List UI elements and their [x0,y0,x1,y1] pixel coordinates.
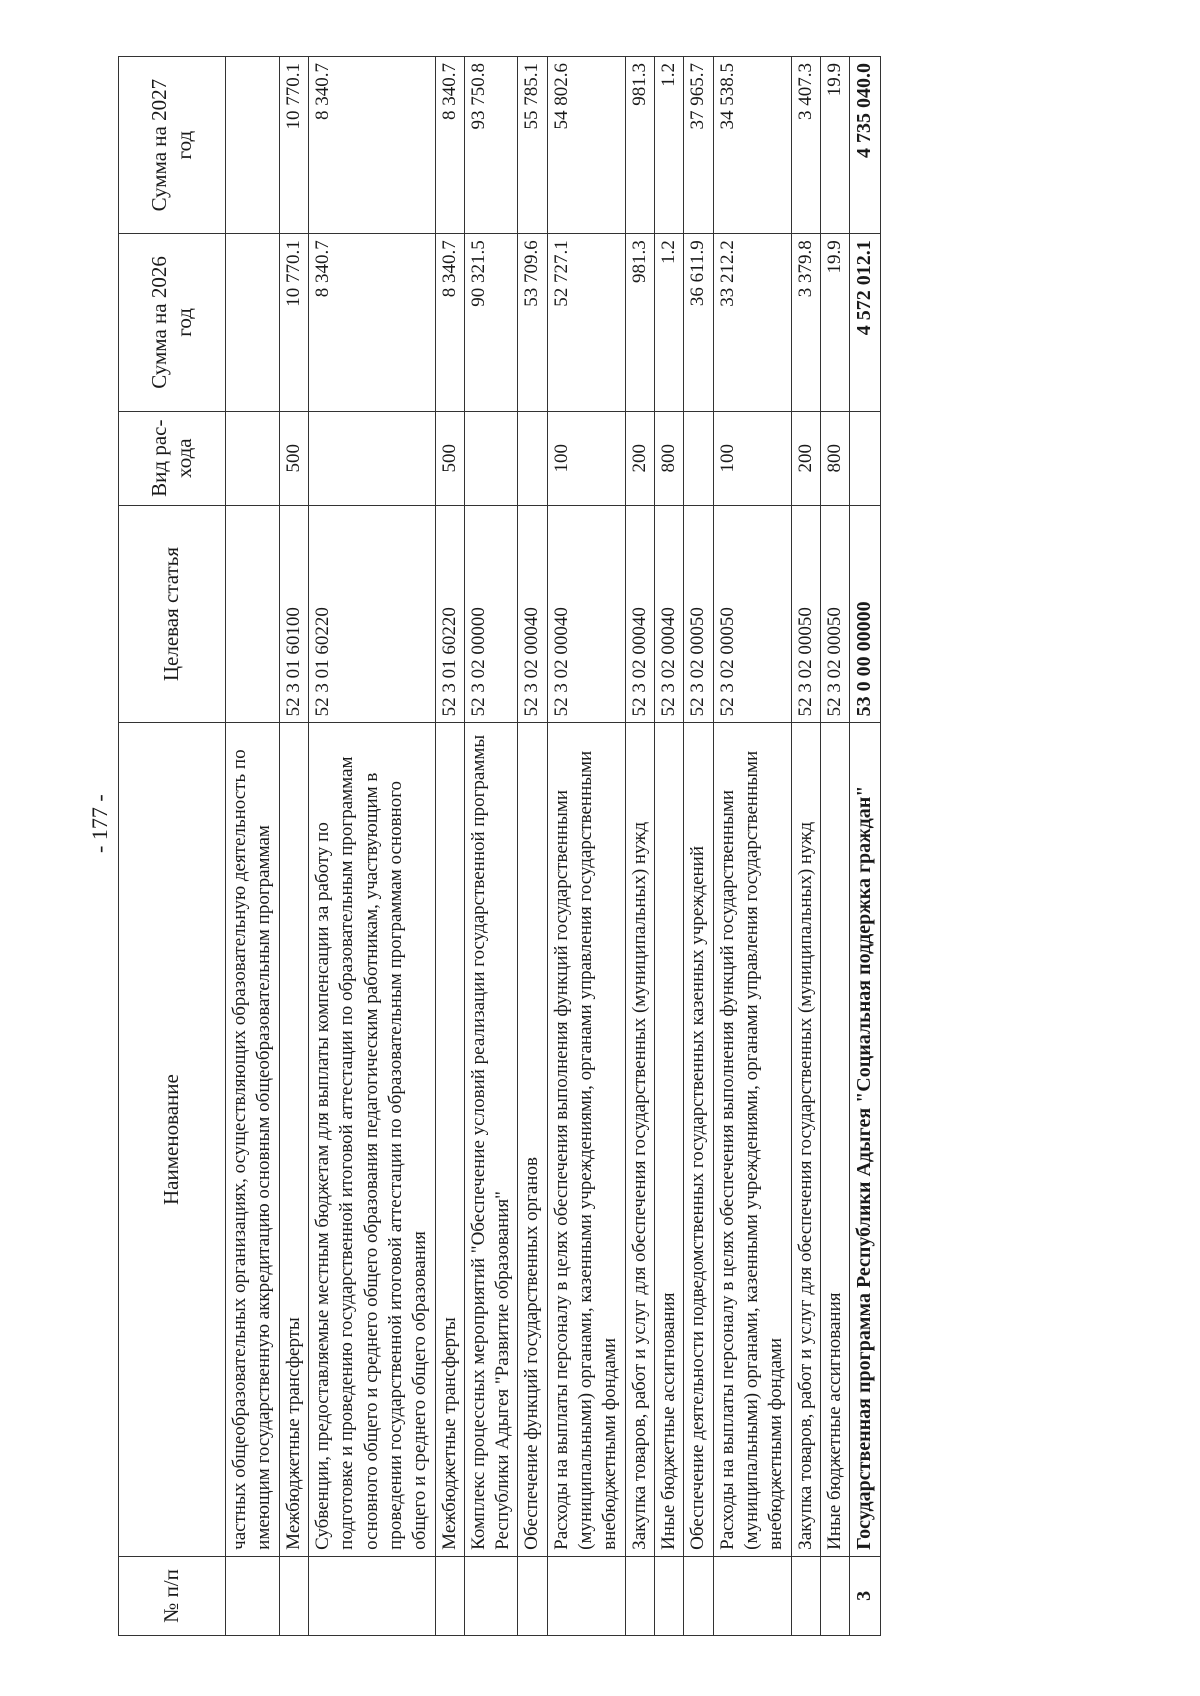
cell-sum-2027: 93 750.8 [464,57,518,234]
table-row [464,57,518,1636]
budget-table [118,56,881,1636]
cell-type [518,411,547,505]
table-header-row [119,57,226,1636]
cell-type: 200 [625,411,654,505]
page-number: - 177 - [87,794,112,853]
header-target-article: Целевая статья [119,505,226,722]
header-sum-2027: Сумма на 2027 год [119,57,226,234]
cell-sum-2026: 33 212.2 [713,234,791,411]
cell-num [279,1556,308,1635]
cell-code: 52 3 01 60220 [435,505,464,722]
cell-num [308,1556,435,1635]
cell-name: Закупка товаров, работ и услуг для обеспечения государственных (муниципальных) нужд [791,723,820,1557]
cell-sum-2026: 981.3 [625,234,654,411]
table-row [791,57,820,1636]
cell-code [226,505,280,722]
cell-type [308,411,435,505]
cell-code: 53 0 00 00000 [850,505,881,722]
header-expense-type: Вид рас-хода [119,411,226,505]
cell-sum-2027: 10 770.1 [279,57,308,234]
cell-num [464,1556,518,1635]
cell-code: 52 3 01 60100 [279,505,308,722]
cell-sum-2026: 19.9 [820,234,849,411]
cell-sum-2026: 52 727.1 [547,234,625,411]
cell-sum-2026: 53 709.6 [518,234,547,411]
cell-type [226,411,280,505]
table-row [684,57,713,1636]
header-num: № п/п [119,1556,226,1635]
cell-type: 200 [791,411,820,505]
cell-name: Субвенции, предоставляемые местным бюджетам для выплаты компенсации за работу по подготовке и проведению государственной итоговой аттестации по образовательным программам основного общего и среднего общего образования педагогическим работникам, участвующим в проведении государственной итоговой аттестации по образовательным программам основного общего и среднего общего образования [308,723,435,1557]
cell-sum-2026: 36 611.9 [684,234,713,411]
cell-sum-2026: 8 340.7 [435,234,464,411]
cell-code: 52 3 02 00040 [547,505,625,722]
cell-sum-2026: 3 379.8 [791,234,820,411]
cell-sum-2026: 8 340.7 [308,234,435,411]
cell-num [713,1556,791,1635]
header-sum-2026: Сумма на 2026 год [119,234,226,411]
cell-sum-2027: 4 735 040.0 [850,57,881,234]
cell-name: Обеспечение деятельности подведомственных государственных казенных учреждений [684,723,713,1557]
table-row [308,57,435,1636]
cell-type [850,411,881,505]
cell-sum-2027: 1.2 [655,57,684,234]
cell-code: 52 3 02 00000 [464,505,518,722]
cell-sum-2027: 981.3 [625,57,654,234]
cell-sum-2026: 4 572 012.1 [850,234,881,411]
cell-sum-2026: 10 770.1 [279,234,308,411]
cell-type [684,411,713,505]
cell-num: 3 [850,1556,881,1635]
cell-num [655,1556,684,1635]
table-row [713,57,791,1636]
cell-code: 52 3 02 00040 [655,505,684,722]
cell-name: Обеспечение функций государственных органов [518,723,547,1557]
table-row [820,57,849,1636]
table-row-program-total [850,57,881,1636]
cell-name: Расходы на выплаты персоналу в целях обеспечения выполнения функций государственными (муниципальными) органами, казенными учреждениями, органами управления государственными внебюджетными фондами [547,723,625,1557]
cell-num [435,1556,464,1635]
cell-num [791,1556,820,1635]
cell-sum-2027: 19.9 [820,57,849,234]
cell-name: Иные бюджетные ассигнования [655,723,684,1557]
cell-num [684,1556,713,1635]
table-row [279,57,308,1636]
cell-type: 500 [279,411,308,505]
cell-sum-2027: 55 785.1 [518,57,547,234]
cell-num [820,1556,849,1635]
cell-name: Государственная программа Республики Адыгея "Социальная поддержка граждан" [850,723,881,1557]
table-row [547,57,625,1636]
cell-num [625,1556,654,1635]
cell-sum-2026 [226,234,280,411]
cell-sum-2027 [226,57,280,234]
cell-name: Межбюджетные трансферты [435,723,464,1557]
rotated-page [118,56,1038,1636]
cell-num [226,1556,280,1635]
table-row [655,57,684,1636]
cell-type: 100 [547,411,625,505]
cell-code: 52 3 02 00050 [713,505,791,722]
table-row [625,57,654,1636]
table-row [518,57,547,1636]
cell-sum-2026: 90 321.5 [464,234,518,411]
cell-code: 52 3 02 00040 [518,505,547,722]
cell-code: 52 3 02 00040 [625,505,654,722]
cell-name: Межбюджетные трансферты [279,723,308,1557]
cell-sum-2027: 8 340.7 [308,57,435,234]
cell-name: Закупка товаров, работ и услуг для обеспечения государственных (муниципальных) нужд [625,723,654,1557]
cell-sum-2027: 3 407.3 [791,57,820,234]
cell-type: 800 [820,411,849,505]
cell-sum-2027: 8 340.7 [435,57,464,234]
cell-name: Расходы на выплаты персоналу в целях обеспечения выполнения функций государственными (муниципальными) органами, казенными учреждениями, органами управления государственными внебюджетными фондами [713,723,791,1557]
cell-type: 100 [713,411,791,505]
cell-name: Иные бюджетные ассигнования [820,723,849,1557]
cell-type: 500 [435,411,464,505]
table-row [226,57,280,1636]
cell-num [547,1556,625,1635]
cell-code: 52 3 02 00050 [684,505,713,722]
cell-type [464,411,518,505]
cell-type: 800 [655,411,684,505]
table-row [435,57,464,1636]
cell-code: 52 3 02 00050 [791,505,820,722]
cell-name: Комплекс процессных мероприятий "Обеспечение условий реализации государственной программы Республики Адыгея "Развитие образования" [464,723,518,1557]
cell-code: 52 3 02 00050 [820,505,849,722]
cell-sum-2027: 37 965.7 [684,57,713,234]
header-name: Наименование [119,723,226,1557]
cell-sum-2027: 34 538.5 [713,57,791,234]
cell-sum-2026: 1.2 [655,234,684,411]
cell-sum-2027: 54 802.6 [547,57,625,234]
cell-name: частных общеобразовательных организациях, осуществляющих образовательную деятельность по имеющим государственную аккредитацию основным общеобразовательным программам [226,723,280,1557]
cell-code: 52 3 01 60220 [308,505,435,722]
cell-num [518,1556,547,1635]
